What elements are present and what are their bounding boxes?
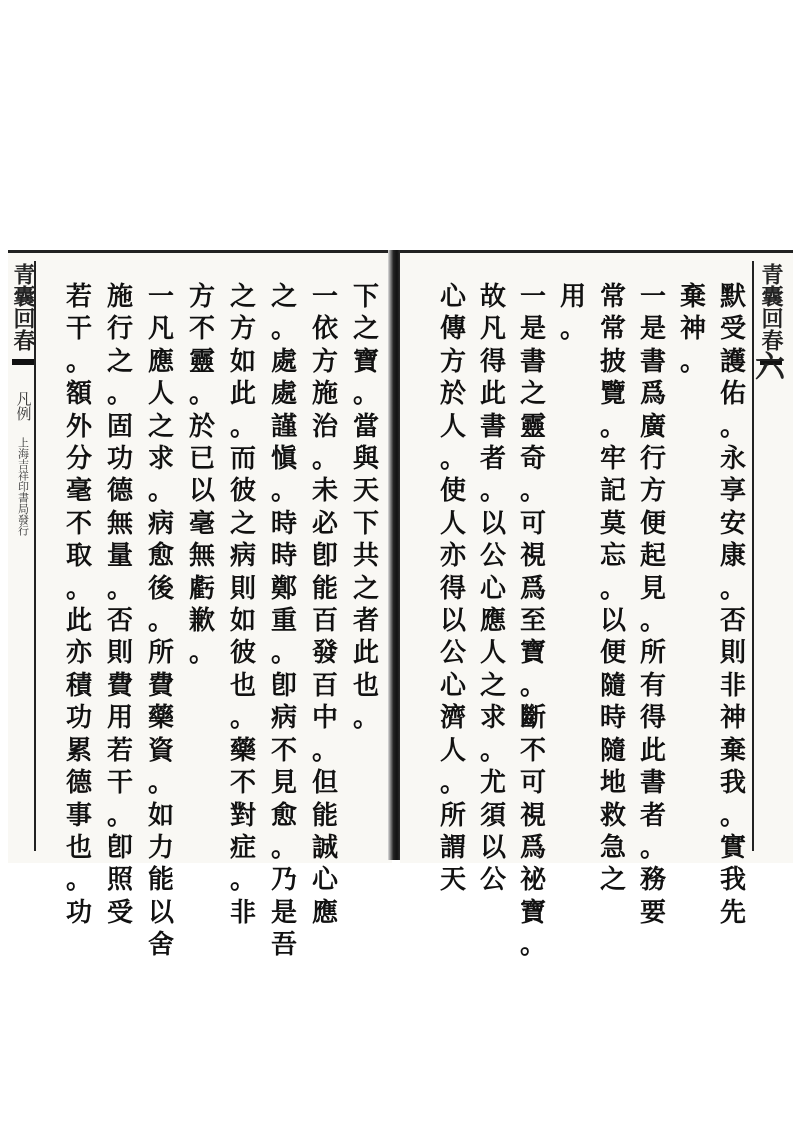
- book-spread: [8, 250, 793, 961]
- text-column: 下 之 寶 。 當 與 天 下 共 之 者 此 也 。: [352, 282, 379, 734]
- text-column: 之 方 如 此 。 而 彼 之 病 則 如 彼 也 。 藥 不 對 症 。 非: [229, 282, 256, 928]
- text-column: 用 。: [559, 282, 586, 345]
- text-column: 默 受 護 佑 。 永 享 安 康 。 否 則 非 神 棄 我 。 實 我 先: [719, 282, 746, 928]
- text-column: 棄 神 。: [679, 282, 706, 377]
- text-column: 一 凡 應 人 之 求 。 病 愈 後 。 所 費 藥 資 。 如 力 能 以 舍: [147, 282, 174, 961]
- text-column: 一 是 書 爲 廣 行 方 便 起 見 。 所 有 得 此 書 者 。 務 要: [639, 282, 666, 928]
- left-margin-section: 凡例: [14, 391, 33, 421]
- margin-marker: [12, 359, 34, 365]
- left-margin-publisher: 上海吉祥印書局發行: [16, 437, 30, 536]
- text-column: 一 是 書 之 靈 奇 。 可 視 爲 至 寶 。 斷 不 可 視 爲 祕 寶 。: [519, 282, 546, 961]
- text-column: 若 干 。 額 外 分 毫 不 取 。 此 亦 積 功 累 德 事 也 。 功: [65, 282, 92, 928]
- text-column: 故 凡 得 此 書 者 。 以 公 心 應 人 之 求 。 尤 須 以 公: [479, 282, 506, 896]
- right-margin-title: 青囊回春: [758, 263, 784, 351]
- text-column: 方 不 靈 。 於 已 以 毫 無 虧 歉 。: [188, 282, 215, 669]
- left-page: [8, 250, 392, 961]
- text-column: 施 行 之 。 固 功 德 無 量 。 否 則 費 用 若 干 。 卽 照 受: [106, 282, 133, 928]
- page-number: 六: [755, 350, 785, 385]
- left-margin: [12, 263, 34, 536]
- text-column: 一 依 方 施 治 。 未 必 卽 能 百 發 百 中 。 但 能 誠 心 應: [311, 282, 338, 928]
- left-margin-title: 青囊回春: [10, 263, 36, 351]
- text-column: 之 。 處 處 謹 愼 。 時 時 鄭 重 。 卽 病 不 見 愈 。 乃 是 吾: [270, 282, 297, 961]
- right-border-rule: [752, 261, 754, 851]
- text-column: 心 傳 方 於 人 。 使 人 亦 得 以 公 心 濟 人 。 所 謂 天: [439, 282, 466, 896]
- right-page: [400, 250, 793, 961]
- text-column: 常 常 披 覽 。 牢 記 莫 忘 。 以 便 隨 時 隨 地 救 急 之: [599, 282, 626, 896]
- left-border-rule: [34, 261, 36, 851]
